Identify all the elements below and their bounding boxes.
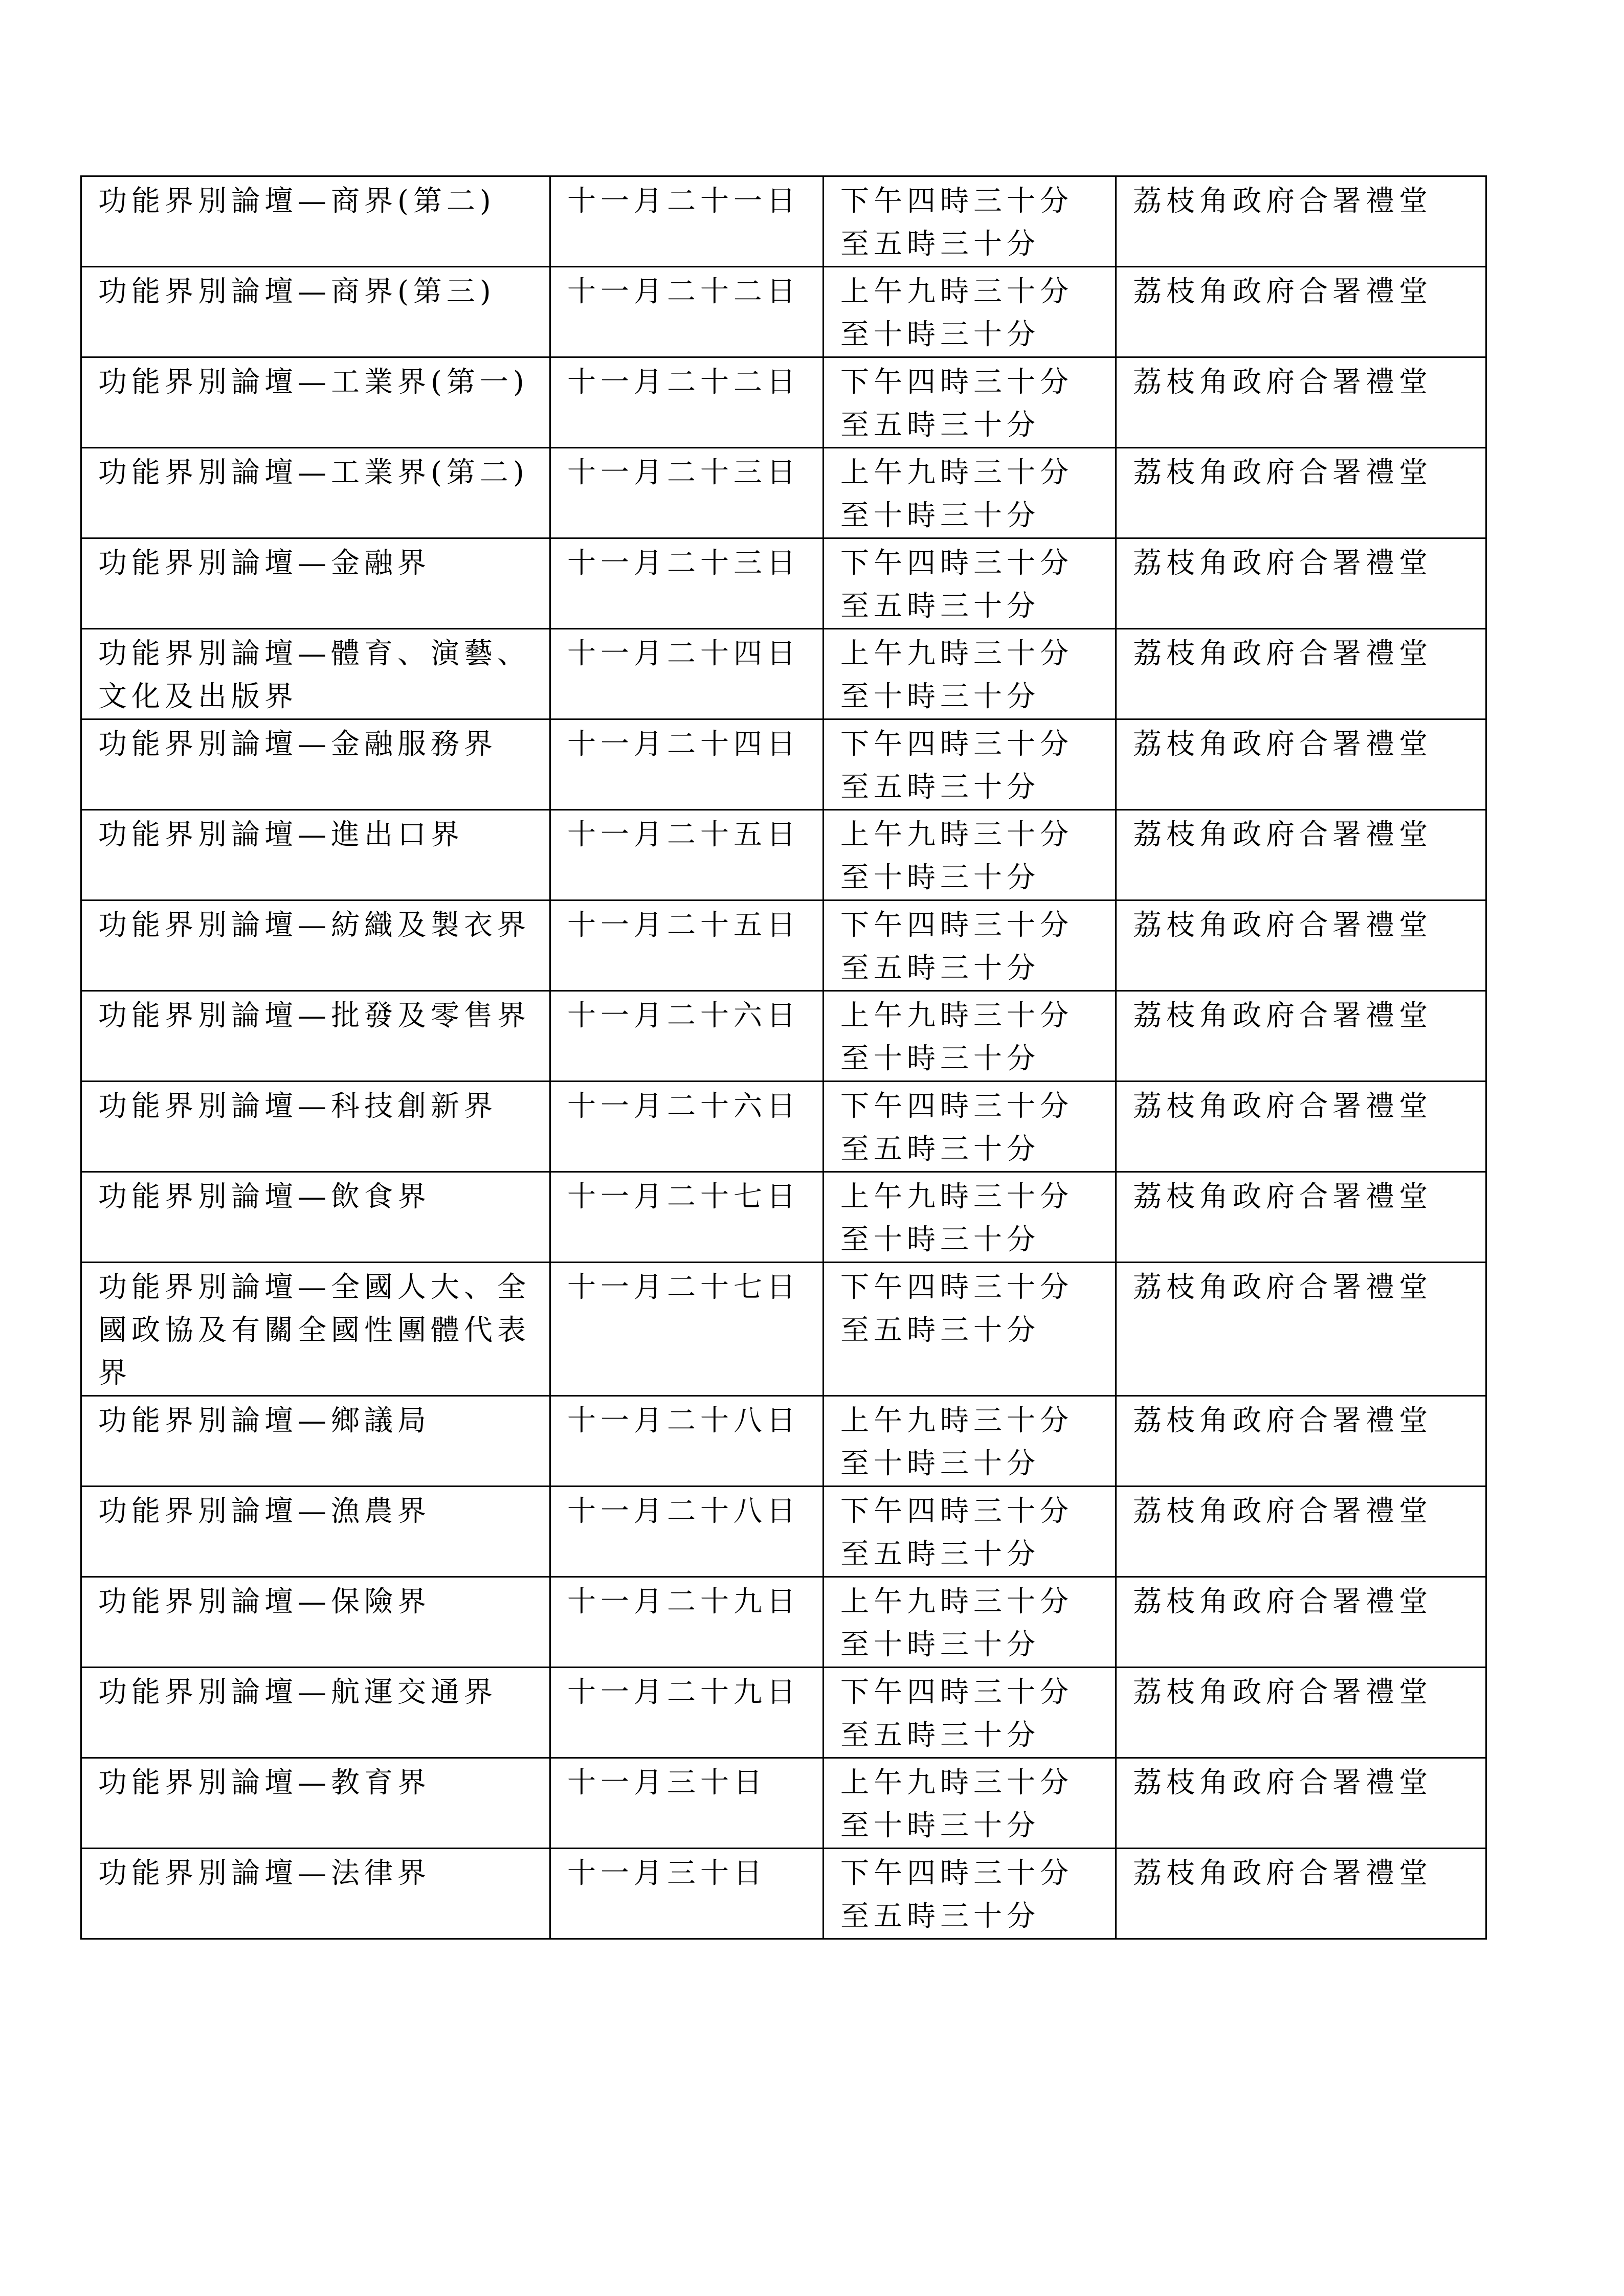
table-row bbox=[81, 1172, 1486, 1263]
venue-cell: 荔枝角政府合署禮堂 bbox=[1116, 1849, 1486, 1939]
forum-name-cell: 功能界別論壇—保險界 bbox=[81, 1577, 550, 1668]
date-cell: 十一月二十六日 bbox=[550, 1082, 824, 1172]
venue-cell: 荔枝角政府合署禮堂 bbox=[1116, 1758, 1486, 1849]
time-end: 至十時三十分 bbox=[840, 680, 1040, 713]
venue-cell: 荔枝角政府合署禮堂 bbox=[1116, 1487, 1486, 1577]
table-row bbox=[81, 1082, 1486, 1172]
venue-cell: 荔枝角政府合署禮堂 bbox=[1116, 357, 1486, 448]
table-row bbox=[81, 1577, 1486, 1668]
date-cell: 十一月二十九日 bbox=[550, 1668, 824, 1758]
time-end: 至十時三十分 bbox=[840, 861, 1040, 894]
forum-name-cell: 功能界別論壇—商界(第三) bbox=[81, 267, 550, 357]
time-start: 上午九時三十分 bbox=[840, 1180, 1073, 1213]
date-cell: 十一月二十五日 bbox=[550, 901, 824, 991]
time-cell bbox=[824, 1849, 1116, 1939]
schedule-table-body bbox=[81, 176, 1486, 1939]
forum-name-cell: 功能界別論壇—體育、演藝、文化及出版界 bbox=[81, 629, 550, 719]
time-cell bbox=[824, 1172, 1116, 1263]
date-cell: 十一月二十四日 bbox=[550, 719, 824, 810]
forum-name-cell: 功能界別論壇—鄉議局 bbox=[81, 1396, 550, 1487]
time-end: 至五時三十分 bbox=[840, 952, 1040, 985]
table-row bbox=[81, 629, 1486, 719]
time-start: 上午九時三十分 bbox=[840, 637, 1073, 670]
date-cell: 十一月二十一日 bbox=[550, 176, 824, 267]
time-cell bbox=[824, 448, 1116, 538]
table-row bbox=[81, 357, 1486, 448]
venue-cell: 荔枝角政府合署禮堂 bbox=[1116, 176, 1486, 267]
time-end: 至五時三十分 bbox=[840, 1719, 1040, 1752]
date-cell: 十一月二十六日 bbox=[550, 991, 824, 1082]
forum-name-cell: 功能界別論壇—教育界 bbox=[81, 1758, 550, 1849]
date-cell: 十一月二十三日 bbox=[550, 448, 824, 538]
time-start: 下午四時三十分 bbox=[840, 1857, 1073, 1890]
forum-name-cell: 功能界別論壇—科技創新界 bbox=[81, 1082, 550, 1172]
table-row bbox=[81, 1668, 1486, 1758]
table-row bbox=[81, 448, 1486, 538]
table-row bbox=[81, 1849, 1486, 1939]
forum-name-cell: 功能界別論壇—工業界(第一) bbox=[81, 357, 550, 448]
time-end: 至五時三十分 bbox=[840, 1133, 1040, 1166]
time-end: 至十時三十分 bbox=[840, 1042, 1040, 1075]
forum-name-cell: 功能界別論壇—商界(第二) bbox=[81, 176, 550, 267]
table-row bbox=[81, 810, 1486, 901]
time-cell bbox=[824, 538, 1116, 629]
date-cell: 十一月三十日 bbox=[550, 1758, 824, 1849]
venue-cell: 荔枝角政府合署禮堂 bbox=[1116, 629, 1486, 719]
table-row bbox=[81, 1263, 1486, 1396]
time-cell bbox=[824, 1487, 1116, 1577]
time-end: 至十時三十分 bbox=[840, 1223, 1040, 1256]
venue-cell: 荔枝角政府合署禮堂 bbox=[1116, 1396, 1486, 1487]
time-start: 上午九時三十分 bbox=[840, 456, 1073, 489]
venue-cell: 荔枝角政府合署禮堂 bbox=[1116, 1263, 1486, 1396]
time-end: 至十時三十分 bbox=[840, 499, 1040, 532]
venue-cell: 荔枝角政府合署禮堂 bbox=[1116, 810, 1486, 901]
forum-name-cell: 功能界別論壇—飲食界 bbox=[81, 1172, 550, 1263]
venue-cell: 荔枝角政府合署禮堂 bbox=[1116, 448, 1486, 538]
time-start: 上午九時三十分 bbox=[840, 818, 1073, 851]
time-start: 上午九時三十分 bbox=[840, 1766, 1073, 1799]
forum-name-cell: 功能界別論壇—金融界 bbox=[81, 538, 550, 629]
table-row bbox=[81, 267, 1486, 357]
date-cell: 十一月二十四日 bbox=[550, 629, 824, 719]
forum-name-cell: 功能界別論壇—全國人大、全國政協及有關全國性團體代表界 bbox=[81, 1263, 550, 1396]
time-start: 下午四時三十分 bbox=[840, 1495, 1073, 1528]
forum-name-cell: 功能界別論壇—進出口界 bbox=[81, 810, 550, 901]
forum-name-cell: 功能界別論壇—漁農界 bbox=[81, 1487, 550, 1577]
venue-cell: 荔枝角政府合署禮堂 bbox=[1116, 719, 1486, 810]
date-cell: 十一月二十八日 bbox=[550, 1487, 824, 1577]
table-row bbox=[81, 991, 1486, 1082]
date-cell: 十一月二十二日 bbox=[550, 267, 824, 357]
time-end: 至五時三十分 bbox=[840, 228, 1040, 261]
time-start: 下午四時三十分 bbox=[840, 547, 1073, 580]
table-row bbox=[81, 1758, 1486, 1849]
time-cell bbox=[824, 1263, 1116, 1396]
time-cell bbox=[824, 991, 1116, 1082]
time-cell bbox=[824, 267, 1116, 357]
date-cell: 十一月二十二日 bbox=[550, 357, 824, 448]
date-cell: 十一月二十九日 bbox=[550, 1577, 824, 1668]
time-end: 至五時三十分 bbox=[840, 409, 1040, 442]
time-end: 至十時三十分 bbox=[840, 318, 1040, 351]
time-start: 下午四時三十分 bbox=[840, 909, 1073, 942]
forum-name-cell: 功能界別論壇—批發及零售界 bbox=[81, 991, 550, 1082]
forum-name-cell: 功能界別論壇—法律界 bbox=[81, 1849, 550, 1939]
table-row bbox=[81, 1396, 1486, 1487]
time-cell bbox=[824, 901, 1116, 991]
time-end: 至五時三十分 bbox=[840, 1314, 1040, 1347]
time-cell bbox=[824, 176, 1116, 267]
date-cell: 十一月二十三日 bbox=[550, 538, 824, 629]
time-start: 下午四時三十分 bbox=[840, 1271, 1073, 1304]
venue-cell: 荔枝角政府合署禮堂 bbox=[1116, 1082, 1486, 1172]
venue-cell: 荔枝角政府合署禮堂 bbox=[1116, 1668, 1486, 1758]
time-start: 上午九時三十分 bbox=[840, 999, 1073, 1032]
forum-name-cell: 功能界別論壇—紡織及製衣界 bbox=[81, 901, 550, 991]
time-cell bbox=[824, 1577, 1116, 1668]
time-end: 至十時三十分 bbox=[840, 1447, 1040, 1480]
time-cell bbox=[824, 1668, 1116, 1758]
time-end: 至五時三十分 bbox=[840, 1900, 1040, 1933]
venue-cell: 荔枝角政府合署禮堂 bbox=[1116, 538, 1486, 629]
forum-name-cell: 功能界別論壇—金融服務界 bbox=[81, 719, 550, 810]
time-end: 至五時三十分 bbox=[840, 1538, 1040, 1571]
venue-cell: 荔枝角政府合署禮堂 bbox=[1116, 1172, 1486, 1263]
time-start: 下午四時三十分 bbox=[840, 185, 1073, 218]
time-end: 至十時三十分 bbox=[840, 1628, 1040, 1661]
date-cell: 十一月二十八日 bbox=[550, 1396, 824, 1487]
table-row bbox=[81, 1487, 1486, 1577]
forum-schedule-table bbox=[80, 175, 1487, 1940]
table-row bbox=[81, 538, 1486, 629]
time-cell bbox=[824, 629, 1116, 719]
venue-cell: 荔枝角政府合署禮堂 bbox=[1116, 267, 1486, 357]
time-start: 下午四時三十分 bbox=[840, 366, 1073, 399]
time-cell bbox=[824, 810, 1116, 901]
date-cell: 十一月二十七日 bbox=[550, 1172, 824, 1263]
forum-name-cell: 功能界別論壇—航運交通界 bbox=[81, 1668, 550, 1758]
table-row bbox=[81, 901, 1486, 991]
time-start: 下午四時三十分 bbox=[840, 1676, 1073, 1709]
forum-name-cell: 功能界別論壇—工業界(第二) bbox=[81, 448, 550, 538]
venue-cell: 荔枝角政府合署禮堂 bbox=[1116, 901, 1486, 991]
time-cell bbox=[824, 1082, 1116, 1172]
time-cell bbox=[824, 719, 1116, 810]
table-row bbox=[81, 719, 1486, 810]
date-cell: 十一月二十五日 bbox=[550, 810, 824, 901]
time-start: 下午四時三十分 bbox=[840, 728, 1073, 761]
time-start: 上午九時三十分 bbox=[840, 275, 1073, 308]
venue-cell: 荔枝角政府合署禮堂 bbox=[1116, 1577, 1486, 1668]
time-cell bbox=[824, 1396, 1116, 1487]
time-cell bbox=[824, 357, 1116, 448]
date-cell: 十一月三十日 bbox=[550, 1849, 824, 1939]
time-end: 至五時三十分 bbox=[840, 590, 1040, 623]
time-start: 上午九時三十分 bbox=[840, 1404, 1073, 1437]
time-end: 至十時三十分 bbox=[840, 1809, 1040, 1842]
time-start: 下午四時三十分 bbox=[840, 1090, 1073, 1123]
date-cell: 十一月二十七日 bbox=[550, 1263, 824, 1396]
table-row bbox=[81, 176, 1486, 267]
time-end: 至五時三十分 bbox=[840, 771, 1040, 804]
time-cell bbox=[824, 1758, 1116, 1849]
venue-cell: 荔枝角政府合署禮堂 bbox=[1116, 991, 1486, 1082]
time-start: 上午九時三十分 bbox=[840, 1585, 1073, 1618]
